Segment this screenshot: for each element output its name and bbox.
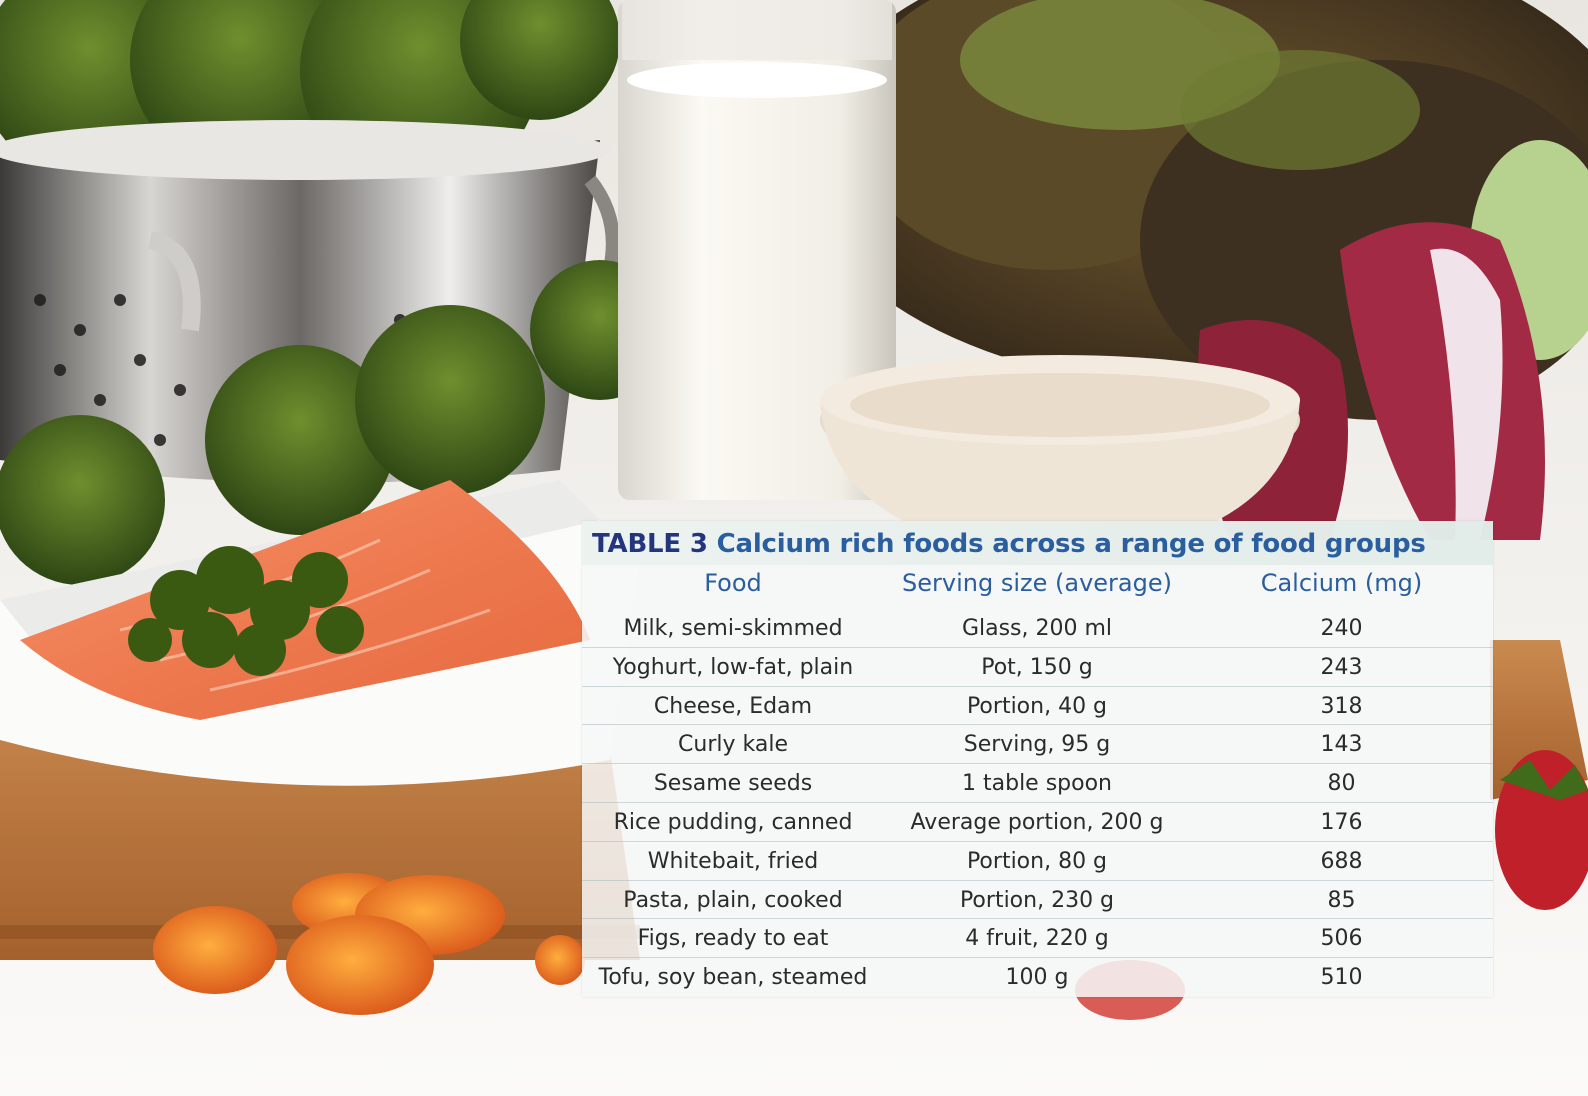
serving-size-cell: 100 g: [1005, 965, 1069, 991]
serving-size-cell: Serving, 95 g: [963, 732, 1111, 758]
calcium-cell: 688: [1320, 848, 1363, 874]
table-row: [582, 687, 1493, 726]
calcium-cell: 243: [1320, 654, 1363, 680]
column-header-calcium: Calcium (mg): [1260, 569, 1423, 597]
table-caption: Calcium rich foods across a range of food groups: [716, 529, 1426, 559]
serving-size-cell: Glass, 200 ml: [961, 616, 1113, 641]
serving-size-cell: Portion, 80 g: [966, 848, 1108, 874]
calcium-cell: 240: [1320, 616, 1363, 641]
table-row: [582, 803, 1493, 842]
table-header-row: [582, 567, 1493, 607]
food-cell: Tofu, soy bean, steamed: [598, 965, 868, 991]
table-row: [582, 764, 1493, 803]
table-body: [582, 609, 1493, 997]
table-row: [582, 881, 1493, 920]
calcium-cell: 80: [1327, 771, 1356, 797]
table-title: [592, 529, 1426, 559]
food-cell: Yoghurt, low-fat, plain: [612, 654, 854, 680]
food-cell: Whitebait, fried: [647, 848, 819, 874]
table-row: [582, 609, 1493, 648]
table-number: TABLE 3: [592, 529, 708, 559]
table-title-bar: [582, 521, 1493, 565]
calcium-cell: 143: [1320, 732, 1363, 758]
food-cell: Milk, semi-skimmed: [623, 616, 843, 641]
food-cell: Cheese, Edam: [653, 693, 813, 719]
table-row: [582, 842, 1493, 881]
serving-size-cell: 4 fruit, 220 g: [965, 926, 1109, 952]
table-row: [582, 648, 1493, 687]
table-row: [582, 725, 1493, 764]
table-row: [582, 919, 1493, 958]
food-cell: Rice pudding, canned: [613, 809, 853, 835]
calcium-cell: 506: [1320, 926, 1363, 952]
column-header-serving-size: Serving size (average): [902, 569, 1172, 597]
calcium-cell: 510: [1320, 965, 1363, 991]
serving-size-cell: Pot, 150 g: [981, 654, 1093, 680]
calcium-cell: 176: [1320, 809, 1363, 835]
serving-size-cell: 1 table spoon: [962, 771, 1112, 797]
calcium-cell: 85: [1327, 887, 1356, 913]
calcium-table-panel: [582, 521, 1493, 997]
serving-size-cell: Portion, 40 g: [966, 693, 1108, 719]
food-cell: Sesame seeds: [653, 771, 813, 797]
serving-size-cell: Portion, 230 g: [959, 887, 1115, 913]
food-cell: Curly kale: [678, 732, 788, 758]
food-cell: Pasta, plain, cooked: [623, 887, 843, 913]
calcium-cell: 318: [1320, 693, 1363, 719]
table-row: [582, 958, 1493, 997]
column-header-food: Food: [704, 569, 762, 597]
serving-size-cell: Average portion, 200 g: [910, 809, 1164, 835]
food-cell: Figs, ready to eat: [637, 926, 829, 952]
